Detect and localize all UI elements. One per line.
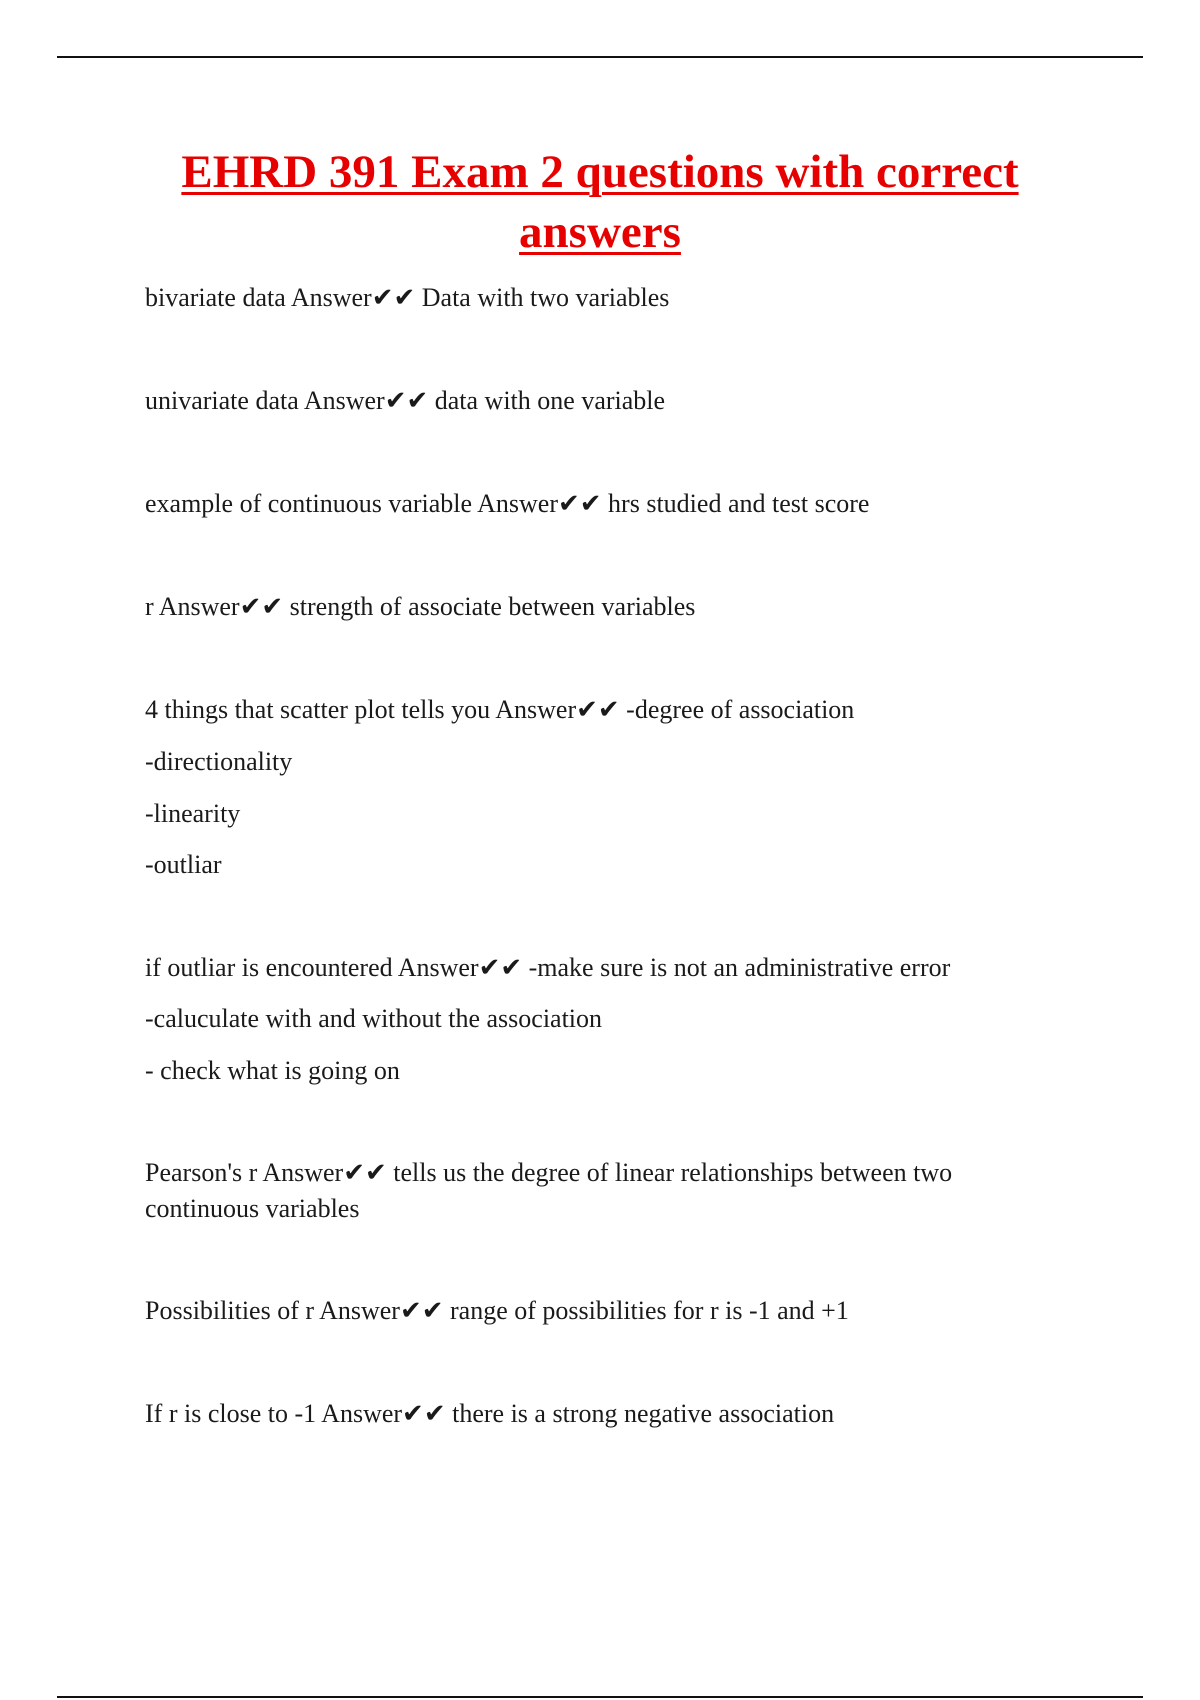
qa-item-outliar-line3: - check what is going on bbox=[145, 1056, 400, 1085]
qa-item-outliar-line2: -caluculate with and without the association bbox=[145, 1004, 603, 1033]
bottom-rule bbox=[57, 1696, 1143, 1698]
qa-item-outliar: if outliar is encountered Answer✔✔ -make sure is not an administrative error bbox=[145, 953, 951, 982]
qa-item-r-close-to-neg-one: If r is close to -1 Answer✔✔ there is a strong negative association bbox=[145, 1399, 835, 1428]
top-rule bbox=[57, 56, 1143, 58]
qa-item-pearsons-r: Pearson's r Answer✔✔ tells us the degree of linear relationships between two bbox=[145, 1158, 953, 1187]
qa-item-pearsons-r-line2: continuous variables bbox=[145, 1194, 360, 1223]
qa-item-possibilities-of-r: Possibilities of r Answer✔✔ range of possibilities for r is -1 and +1 bbox=[145, 1296, 849, 1325]
qa-item-scatter-plot-line2: -directionality bbox=[145, 747, 293, 776]
page-title: EHRD 391 Exam 2 questions with correct answers bbox=[181, 146, 1019, 258]
qa-item-scatter-plot: 4 things that scatter plot tells you Answer✔✔ -degree of association bbox=[145, 695, 855, 724]
qa-item-continuous-variable: example of continuous variable Answer✔✔ hrs studied and test score bbox=[145, 489, 870, 518]
qa-item-scatter-plot-line3: -linearity bbox=[145, 799, 241, 828]
qa-item-r: r Answer✔✔ strength of associate between variables bbox=[145, 592, 696, 621]
qa-item-bivariate: bivariate data Answer✔✔ Data with two variables bbox=[145, 283, 670, 312]
qa-item-scatter-plot-line4: -outliar bbox=[145, 850, 222, 879]
qa-item-univariate: univariate data Answer✔✔ data with one variable bbox=[145, 386, 666, 415]
